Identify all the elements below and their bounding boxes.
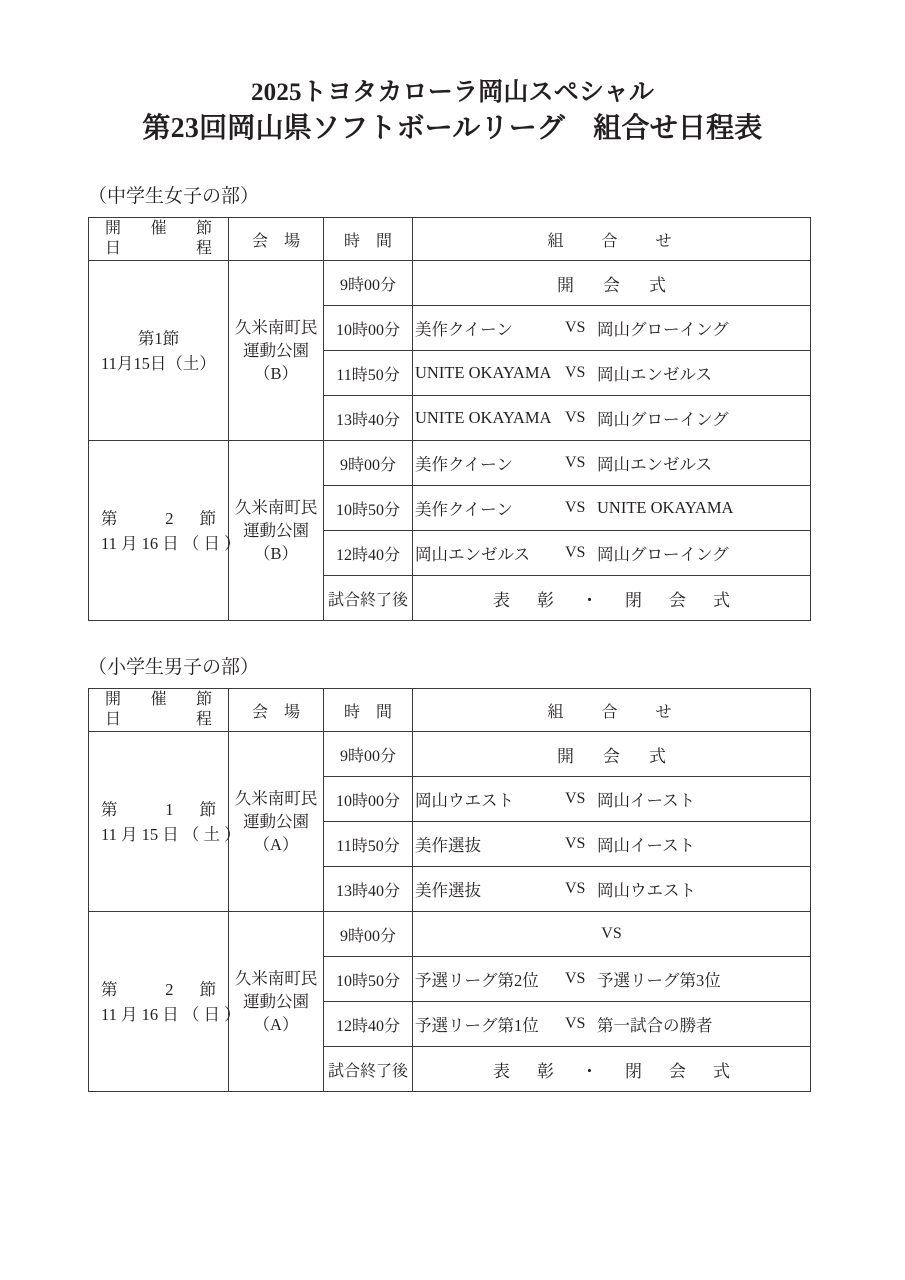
home-team: 美作クイーン: [415, 320, 513, 339]
venue-line-2: 運動公園: [243, 521, 309, 540]
vs-label: VS: [565, 454, 586, 471]
time-cell: 13時40分: [324, 396, 413, 441]
vs-label: VS: [565, 499, 586, 516]
column-header-term: [89, 218, 229, 261]
term-date: 11月15日（土）: [101, 353, 216, 373]
time-cell: 9時00分: [324, 912, 413, 957]
hdr-round: 節: [195, 220, 212, 237]
match-cell: [413, 777, 811, 822]
time-cell: 13時40分: [324, 867, 413, 912]
match-cell: [413, 396, 811, 441]
table-header-row: [89, 689, 811, 732]
title-line-2: 第23回岡山県ソフトボールリーグ 組合せ日程表: [142, 113, 763, 144]
term-cell: [89, 441, 241, 621]
term-round: 第 2 節: [101, 979, 216, 999]
venue-line-2: 運動公園: [243, 812, 309, 831]
schedule-table: [88, 688, 811, 1092]
away-team: 岡山ウエスト: [597, 881, 696, 900]
match-cell: [413, 441, 811, 486]
match-cell: [413, 261, 811, 306]
hdr-open: 開: [105, 691, 151, 708]
time-cell: 試合終了後: [324, 1047, 413, 1092]
match-cell: [413, 486, 811, 531]
match-cell: [413, 732, 811, 777]
venue-line-2: 運動公園: [243, 992, 309, 1011]
venue-cell: [229, 732, 324, 912]
time-cell: 10時50分: [324, 486, 413, 531]
title-line-1: 2025トヨタカローラ岡山スペシャル: [250, 79, 655, 106]
away-team: 岡山グローイング: [597, 545, 729, 564]
hdr-open: 開: [105, 220, 151, 237]
vs-label: VS: [565, 970, 586, 987]
away-team: 岡山エンゼルス: [597, 365, 713, 384]
home-team: 予選リーグ第2位: [415, 971, 539, 990]
column-header-time: 時 間: [324, 218, 413, 261]
hdr-hold: 催: [150, 220, 196, 237]
venue-line-1: 久米南町民: [234, 318, 318, 337]
table-row: [89, 732, 811, 777]
vs-label: VS: [565, 544, 586, 561]
column-header-match: 組合せ: [413, 689, 811, 732]
venue-line-1: 久米南町民: [234, 969, 318, 988]
hdr-round: 節: [195, 691, 212, 708]
vs-label: VS: [565, 364, 586, 381]
venue-cell: [229, 261, 324, 441]
hdr-schedule: 程: [195, 711, 212, 728]
column-header-time: 時 間: [324, 689, 413, 732]
sections-container: [0, 148, 905, 1092]
home-team: 美作選抜: [415, 881, 481, 900]
closing-ceremony-label: 表彰・閉会式: [493, 1061, 757, 1081]
term-date: 11 月 16 日 （ 日 ）: [101, 1004, 241, 1024]
match-cell: [413, 306, 811, 351]
match-cell: [413, 1002, 811, 1047]
term-date: 11 月 16 日 （ 日 ）: [101, 533, 241, 553]
table-row: [89, 912, 811, 957]
home-team: UNITE OKAYAMA: [415, 408, 552, 427]
away-team: 岡山イースト: [597, 791, 696, 810]
vs-label: VS: [565, 409, 586, 426]
hdr-day: 日: [105, 240, 196, 257]
home-team: 美作クイーン: [415, 455, 513, 474]
away-team: 予選リーグ第3位: [597, 971, 721, 990]
time-cell: 9時00分: [324, 261, 413, 306]
time-cell: 9時00分: [324, 732, 413, 777]
match-cell: [413, 912, 811, 957]
venue-line-1: 久米南町民: [234, 789, 318, 808]
table-header-row: [89, 218, 811, 261]
hdr-schedule: 程: [195, 240, 212, 257]
time-cell: 10時00分: [324, 777, 413, 822]
schedule-table: [88, 217, 811, 621]
time-cell: 12時40分: [324, 1002, 413, 1047]
term-date: 11 月 15 日 （ 土 ）: [101, 824, 241, 844]
column-header-venue: 会 場: [229, 218, 324, 261]
schedule-table-wrapper: [0, 208, 905, 621]
time-cell: 10時00分: [324, 306, 413, 351]
term-cell: [89, 732, 241, 912]
table-row: [89, 261, 811, 306]
time-cell: 試合終了後: [324, 576, 413, 621]
column-header-match: 組合せ: [413, 218, 811, 261]
home-team: 岡山エンゼルス: [415, 545, 531, 564]
venue-line-1: 久米南町民: [234, 498, 318, 517]
match-cell: [413, 822, 811, 867]
time-cell: 12時40分: [324, 531, 413, 576]
term-cell: [89, 912, 241, 1092]
vs-label: VS: [565, 319, 586, 336]
hdr-day: 日: [105, 711, 196, 728]
away-team: 岡山イースト: [597, 836, 696, 855]
time-cell: 10時50分: [324, 957, 413, 1002]
home-team: 予選リーグ第1位: [415, 1016, 539, 1035]
match-cell: [413, 531, 811, 576]
home-team: 美作選抜: [415, 836, 481, 855]
venue-line-3: （B）: [253, 364, 298, 383]
vs-label: VS: [565, 1015, 586, 1032]
time-cell: 9時00分: [324, 441, 413, 486]
section-label: （小学生男子の部）: [88, 657, 260, 678]
column-header-venue: 会 場: [229, 689, 324, 732]
closing-ceremony-label: 表彰・閉会式: [493, 590, 757, 610]
home-team: UNITE OKAYAMA: [415, 363, 552, 382]
venue-line-3: （B）: [253, 544, 298, 563]
away-team: UNITE OKAYAMA: [597, 498, 734, 517]
match-cell: [413, 576, 811, 621]
venue-cell: [229, 912, 324, 1092]
term-round: 第1節: [137, 328, 180, 348]
time-cell: 11時50分: [324, 822, 413, 867]
opening-ceremony-label: 開会式: [557, 275, 695, 295]
vs-label: VS: [601, 925, 622, 942]
venue-line-3: （A）: [253, 835, 299, 854]
match-cell: [413, 351, 811, 396]
away-team: 岡山グローイング: [597, 320, 729, 339]
section-label: （中学生女子の部）: [88, 186, 260, 207]
match-cell: [413, 957, 811, 1002]
away-team: 岡山エンゼルス: [597, 455, 713, 474]
hdr-hold: 催: [150, 691, 196, 708]
venue-line-3: （A）: [253, 1015, 299, 1034]
table-row: [89, 441, 811, 486]
match-cell: [413, 867, 811, 912]
page-title: [0, 0, 905, 148]
venue-line-2: 運動公園: [243, 341, 309, 360]
vs-label: VS: [565, 835, 586, 852]
term-round: 第 1 節: [101, 799, 216, 819]
home-team: 岡山ウエスト: [415, 791, 514, 810]
venue-cell: [229, 441, 324, 621]
away-team: 岡山グローイング: [597, 410, 729, 429]
term-cell: [89, 261, 229, 441]
opening-ceremony-label: 開会式: [557, 746, 695, 766]
schedule-table-wrapper: [0, 679, 905, 1092]
vs-label: VS: [565, 880, 586, 897]
term-round: 第 2 節: [101, 508, 216, 528]
match-cell: [413, 1047, 811, 1092]
vs-label: VS: [565, 790, 586, 807]
away-team: 第一試合の勝者: [597, 1016, 713, 1035]
home-team: 美作クイーン: [415, 500, 513, 519]
time-cell: 11時50分: [324, 351, 413, 396]
column-header-term: [89, 689, 229, 732]
